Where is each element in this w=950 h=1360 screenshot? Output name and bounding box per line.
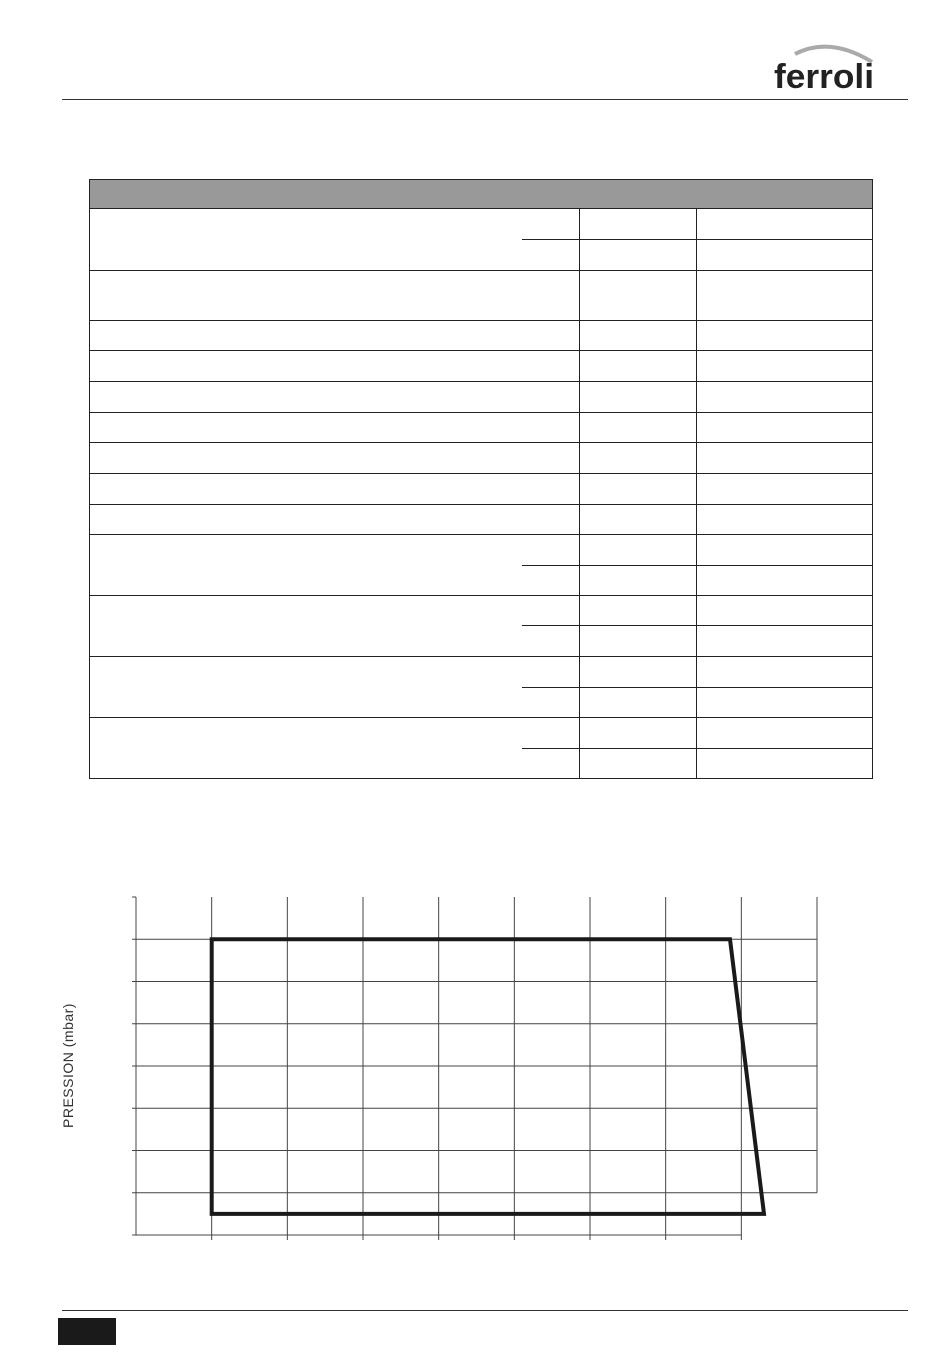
footer-rule xyxy=(62,1310,908,1311)
chart-grid xyxy=(132,897,817,1240)
operating-envelope xyxy=(212,939,764,1214)
page-number-box xyxy=(58,1318,116,1345)
y-axis-label: PRESSION (mbar) xyxy=(60,1003,76,1128)
logo-wordmark: ferroli xyxy=(774,58,874,95)
